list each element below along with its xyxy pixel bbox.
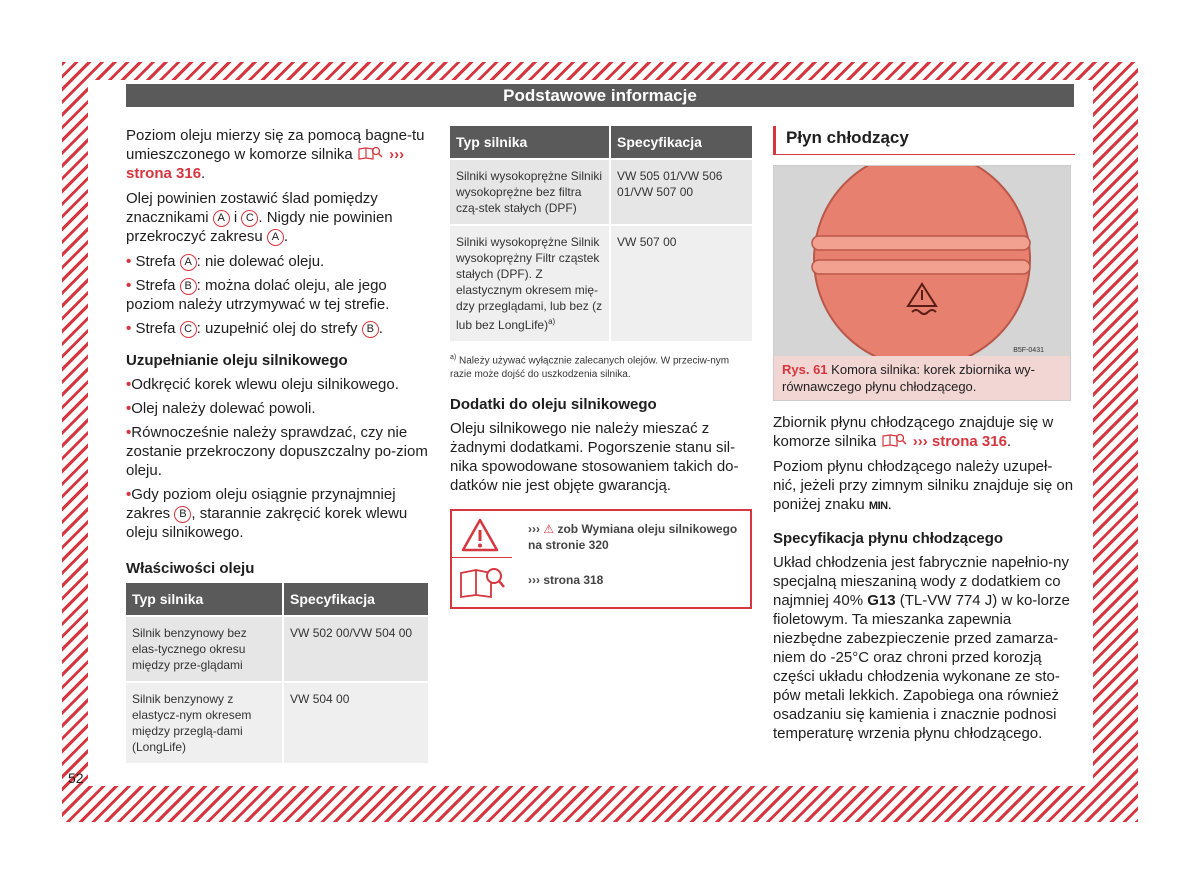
page-reference-link[interactable]: ››› strona 316 [881, 433, 1007, 450]
coolant-spec-paragraph: Układ chłodzenia jest fabrycznie napełnio-ny specjalną mieszaniną wody z dodatkiem co najmniej 40% G13 (TL-VW 774 J) w ko-lorze fioletowym. Ta mieszanka zapewnia niezbędne zabezpieczenie przed zamarza-niem do -25°C oraz chroni przed korozją części układu chłodzenia wykonane ze sto-pów metali lekkich. Zapobiega ona również osadzaniu się kamienia i znacznie podnosi temperaturę wrzenia płynu chłodzącego. [773, 554, 1070, 742]
list-item: •Olej należy dolewać powoli. [126, 400, 316, 417]
mark-a: A [267, 229, 284, 246]
list-item: • Strefa B : można dolać oleju, ale jego poziom należy utrzymywać w tej strefie. [126, 277, 390, 313]
min-mark: MIN [868, 500, 888, 512]
page-header [126, 84, 1074, 107]
table-cell: Silniki wysokoprężne Silnik wysokoprężny Filtr cząstek stałych (DPF). Z elastycznym okresem mię-dzy przeglądami, lub bez (z lub bez LongLife)$^{a)}$ [450, 225, 610, 341]
refill-heading: Uzupełnianie oleju silnikowego [126, 352, 348, 369]
column-header: Specyfikacja [610, 126, 752, 159]
book-magnifier-icon [881, 433, 909, 447]
mark-c: C [180, 321, 197, 338]
mark-b: B [362, 321, 379, 338]
table-cell: VW 504 00 [283, 682, 428, 763]
column-3 [773, 126, 1075, 749]
table-row [450, 159, 752, 225]
column-header: Typ silnika [126, 583, 283, 616]
book-magnifier-icon [458, 565, 506, 599]
additives-text: Oleju silnikowego nie należy mieszać z żadnymi dodatkami. Pogorszenie stanu sil-nika spowodowane stosowaniem takich do-datków nie jest objęte gwarancją. [450, 420, 739, 495]
figure [773, 165, 1071, 401]
column-header: Specyfikacja [283, 583, 428, 616]
paragraph-marks: Olej powinien zostawić ślad pomiędzy znacznikami A i C . Nigdy nie powinien przekroczyć zakresu A . [126, 190, 393, 245]
book-reference[interactable]: ››› strona 318 [528, 573, 604, 588]
figure-code: B5F-0431 [1013, 347, 1044, 354]
page-title: Podstawowe informacje [503, 85, 697, 105]
table-row [450, 225, 752, 341]
table-cell: Silnik benzynowy z elastycz-nym okresem między przeglą-dami (LongLife) [126, 682, 283, 763]
table-cell: VW 507 00 [610, 225, 752, 341]
column-header: Typ silnika [450, 126, 610, 159]
table-cell: VW 502 00/VW 504 00 [283, 616, 428, 682]
additives-heading: Dodatki do oleju silnikowego [450, 396, 657, 414]
section-title: Płyn chłodzący [773, 126, 1075, 155]
oil-spec-table-petrol [126, 583, 428, 763]
table-cell: VW 505 01/VW 506 01/VW 507 00 [610, 159, 752, 225]
list-item: •Równocześnie należy sprawdzać, czy nie zostanie przekroczony dopuszczalny po-ziom oleju. [126, 424, 428, 479]
book-magnifier-icon [357, 146, 385, 160]
small-warning-icon: ⚠ [543, 522, 555, 537]
column-2 [450, 126, 752, 609]
oil-properties-heading: Właściwości oleju [126, 560, 255, 577]
mark-c: C [241, 210, 258, 227]
coolant-level-paragraph: Poziom płynu chłodzącego należy uzupeł-nić, jeżeli przy zimnym silniku znajduje się on poniżej znaku MIN. [773, 458, 1074, 513]
list-item: • Strefa C : uzupełnić olej do strefy B . [126, 320, 383, 337]
table-cell: Silniki wysokoprężne Silniki wysokoprężne bez filtra czą-stek stałych (DPF) [450, 159, 610, 225]
footnote: $^{a)}$ Należy używać wyłącznie zalecanych olejów. W przeciw-nym razie może dojść do uszkodzenia silnika. [450, 354, 730, 381]
divider [452, 557, 512, 558]
warning-triangle-icon [460, 517, 500, 553]
zone-list [126, 252, 428, 338]
list-item: •Gdy poziom oleju osiągnie przynajmniej zakres B , starannie zakręcić korek wlewu oleju silnikowego. [126, 486, 408, 541]
figure-caption: Rys. 61 Komora silnika: korek zbiornika wy-równawczego płynu chłodzącego. [774, 356, 1070, 400]
mark-b: B [180, 278, 197, 295]
warning-box [450, 509, 752, 609]
page-reference-link[interactable]: ››› strona 316 [126, 146, 405, 182]
table-cell: Silnik benzynowy bez elas-tycznego okresu między prze-glądami [126, 616, 283, 682]
warning-reference[interactable]: ››› ⚠ zob Wymiana oleju silnikowego na stronie 320 [528, 522, 738, 553]
mark-b: B [174, 506, 191, 523]
coolant-cap-drawing [774, 166, 1070, 356]
refill-list [126, 375, 428, 542]
list-item: • Strefa A : nie dolewać oleju. [126, 253, 325, 270]
paragraph-dipstick: Poziom oleju mierzy się za pomocą bagne-tu umieszczonego w komorze silnika ››› strona 316. [126, 127, 425, 182]
mark-a: A [180, 254, 197, 271]
coolant-spec-heading: Specyfikacja płynu chłodzącego [773, 530, 1004, 547]
table-row [126, 682, 428, 763]
coolant-cap-image [774, 166, 1070, 356]
mark-a: A [213, 210, 230, 227]
oil-spec-table-diesel [450, 126, 752, 341]
column-1 [126, 126, 428, 763]
coolant-location-paragraph: Zbiornik płynu chłodzącego znajduje się w komorze silnika ››› strona 316. [773, 414, 1054, 450]
list-item: •Odkręcić korek wlewu oleju silnikowego. [126, 376, 399, 393]
table-row [126, 616, 428, 682]
page-number: 52 [68, 770, 84, 786]
